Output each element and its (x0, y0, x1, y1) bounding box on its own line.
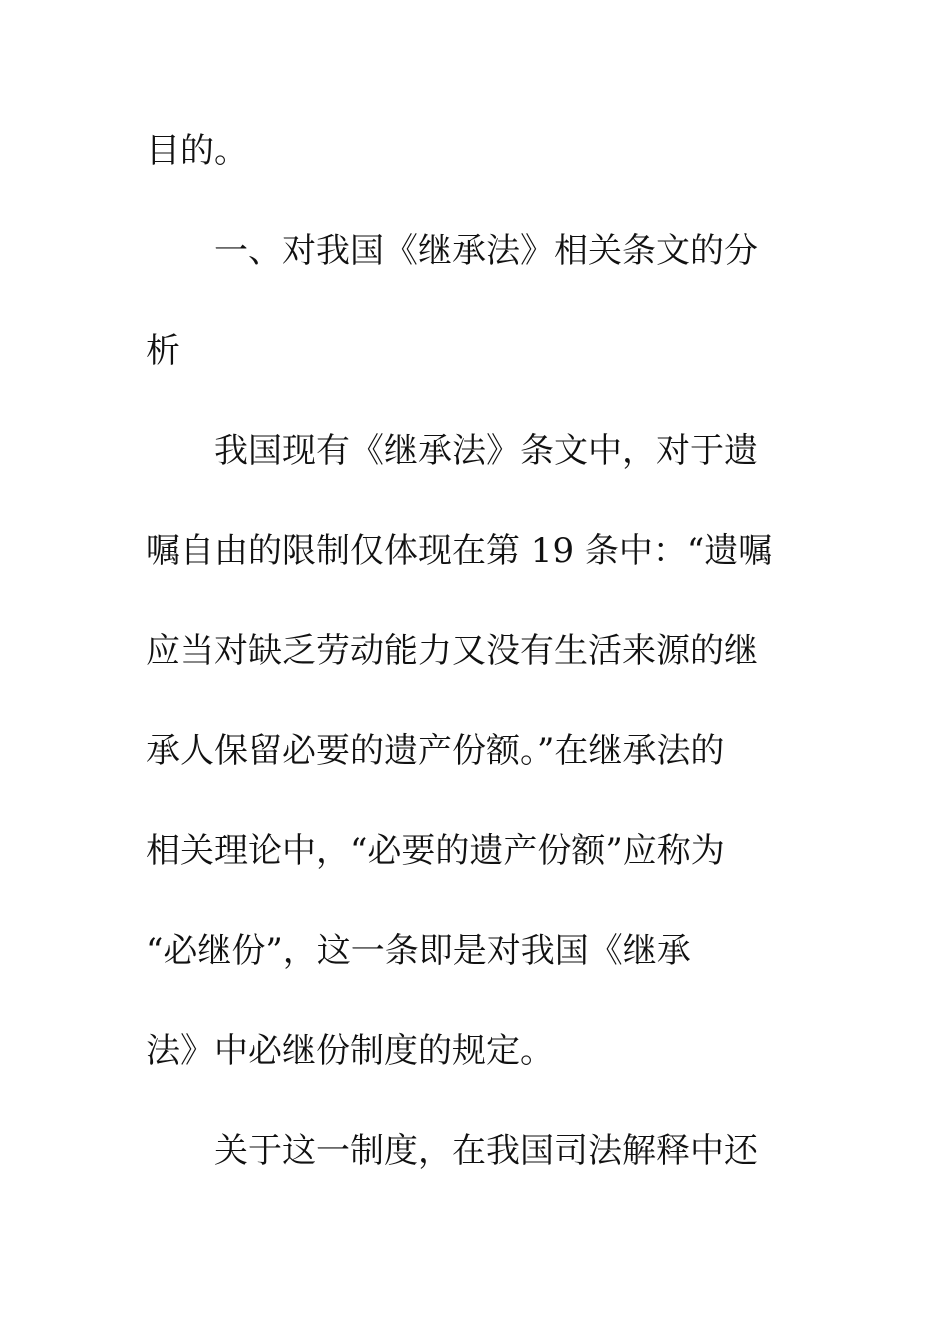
paragraph-1-line-7: 法》中必继份制度的规定。 (146, 1031, 554, 1071)
section-heading-continued: 析 (146, 331, 180, 371)
paragraph-1-line-3: 应当对缺乏劳动能力又没有生活来源的继 (146, 631, 758, 671)
paragraph-2-line-1: 关于这一制度，在我国司法解释中还 (214, 1131, 758, 1171)
paragraph-1-line-4: 承人保留必要的遗产份额。”在继承法的 (146, 731, 725, 771)
text-line-1: 目的。 (146, 131, 248, 171)
paragraph-1-line-5: 相关理论中，“必要的遗产份额”应称为 (146, 831, 725, 871)
paragraph-1-line-6: “必继份”，这一条即是对我国《继承 (146, 931, 691, 971)
paragraph-1-line-1: 我国现有《继承法》条文中，对于遗 (214, 431, 758, 471)
section-heading: 一、对我国《继承法》相关条文的分 (214, 231, 758, 271)
paragraph-1-line-2: 嘱自由的限制仅体现在第 19 条中：“遗嘱 (146, 531, 773, 571)
